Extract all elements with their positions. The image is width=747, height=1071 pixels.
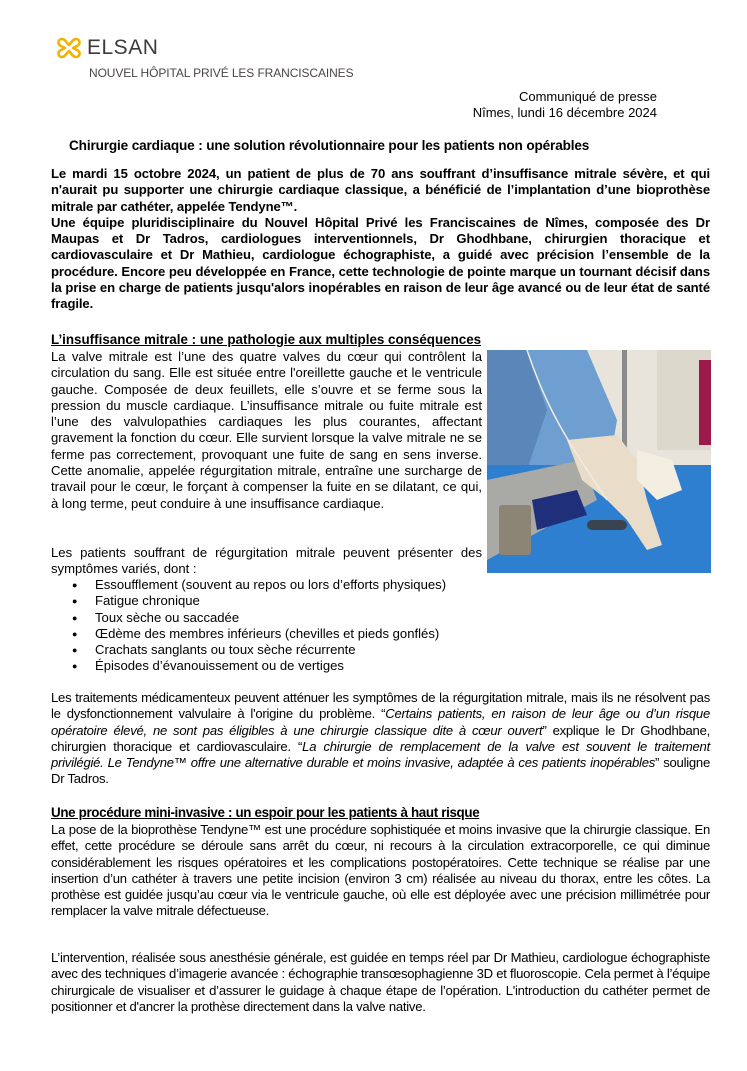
- surgery-photo: [487, 350, 711, 573]
- symptom-item: ● Toux sèche ou saccadée: [51, 610, 446, 626]
- place-date: Nîmes, lundi 16 décembre 2024: [472, 105, 657, 120]
- quote-ghodhbane: Certains patients, en raison de leur âge ou d’un risque opératoire élevé, ne sont pas éligibles à une chirurgie classique dite à cœur ouvert: [51, 706, 710, 738]
- hospital-name: NOUVEL HÔPITAL PRIVÉ LES FRANCISCAINES: [89, 66, 354, 80]
- section-heading-procedure: Une procédure mini-invasive : un espoir pour les patients à haut risque: [51, 805, 480, 820]
- symptom-item: ● Œdème des membres inférieurs (chevilles et pieds gonflés): [51, 626, 446, 642]
- lead-paragraph: [51, 166, 710, 313]
- symptoms-intro: Les patients souffrant de régurgitation mitrale peuvent présenter des symptômes variés, dont :: [51, 545, 482, 577]
- lead-p1: Le mardi 15 octobre 2024, un patient de plus de 70 ans souffrant d’insuffisance mitrale sévère, et qui n'aurait pu supporter une chirurgie cardiaque classique, a bénéficié de l’implantation d’une bioprothèse mitrale par cathéter, appelée Tendyne™.: [51, 166, 710, 214]
- symptom-item: ● Essoufflement (souvent au repos ou lors d’efforts physiques): [51, 577, 446, 593]
- press-label: Communiqué de presse: [518, 89, 657, 104]
- treatment-text-2: ” explique le Dr Ghodhbane, chirurgien thoracique et cardiovasculaire. “: [51, 722, 710, 754]
- section-heading-insuffisance: L’insuffisance mitrale : une pathologie aux multiples conséquences: [51, 332, 482, 347]
- treatment-paragraph: [51, 690, 710, 788]
- section-body-insuffisance: La valve mitrale est l’une des quatre valves du cœur qui contrôlent la circulation du sang. Elle est située entre l'oreillette gauche et le ventricule gauche. Composée de deux feuillets, elle s’ouvre et se ferme sous la pression du muscle cardiaque. L’insuffisance mitrale ou fuite mitrale est l’une des valvulopathies cardiaques les plus courantes, affectant gravement la fonction du cœur. Elle survient lorsque la valve mitrale ne se ferme pas correctement, provoquant une fuite de sang en sens inverse. Cette anomalie, appelée régurgitation mitrale, entraîne une surcharge de travail pour le cœur, le forçant à compenser la fuite en se dilatant, ce qui, à long terme, peut conduire à une insuffisance cardiaque.: [51, 349, 482, 511]
- symptom-item: ● Fatigue chronique: [51, 593, 446, 609]
- photo-illustration: [487, 350, 711, 573]
- symptoms-list: [51, 577, 446, 675]
- lead-p2: Une équipe pluridisciplinaire du Nouvel Hôpital Privé les Franciscaines de Nîmes, composée des Dr Maupas et Dr Tadros, cardiologues interventionnels, Dr Ghodhbane, chirurgien thoracique et cardiovasculaire et Dr Mathieu, cardiologue échographiste, a guidé avec précision l’ensemble de la procédure. Encore peu développée en France, cette technologie de pointe marque un tournant décisif dans la prise en charge de patients jusqu'alors inopérables en raison de leur âge avancé ou de leur état de santé fragile.: [51, 214, 710, 312]
- page-title: Chirurgie cardiaque : une solution révolutionnaire pour les patients non opérables: [69, 138, 590, 153]
- symptom-item: ● Crachats sanglants ou toux sèche récurrente: [51, 642, 446, 658]
- treatment-text-3: ” souligne Dr Tadros.: [51, 755, 710, 787]
- symptom-item: ● Épisodes d’évanouissement ou de vertiges: [51, 658, 446, 674]
- quote-tadros: La chirurgie de remplacement de la valve est souvent le traitement privilégié. Le Tendyne™ offre une alternative durable et moins invasive, adaptée à ces patients inopérables: [51, 738, 710, 771]
- section-body-procedure: La pose de la bioprothèse Tendyne™ est une procédure sophistiquée et moins invasive que la chirurgie classique. En effet, cette procédure se déroule sans arrêt du cœur, ni recours à la circulation extracorporelle, ce qui diminue considérablement les risques opératoires et les complications postopératoires. Cette technique se réalise par une insertion d’un cathéter à travers une petite incision (environ 3 cm) réalisée au niveau du thorax, entre les côtes. La prothèse est guidée jusqu’au cœur via le ventricule gauche, où elle est déployée avec une précision millimétrée pour remplacer la valve mitrale défectueuse.: [51, 822, 710, 919]
- intervention-paragraph: L’intervention, réalisée sous anesthésie générale, est guidée en temps réel par Dr Mathieu, cardiologue échographiste avec des techniques d’imagerie avancée : échographie transœsophagienne 3D et fluoroscopie. Cela permet à l’équipe chirurgicale de visualiser et d’assurer le guidage à chaque étape de l’opération. L'introduction du cathéter permet de positionner et d'ancrer la prothèse directement dans la valve native.: [51, 950, 710, 1014]
- elsan-logo: [56, 36, 158, 60]
- treatment-text-1: Les traitements médicamenteux peuvent atténuer les symptômes de la régurgitation mitrale, mais ils ne résolvent pas le dysfonctionnement valvulaire à l'origine du problème. “: [51, 690, 710, 722]
- press-info: [473, 89, 657, 121]
- brand-name: ELSAN: [87, 36, 159, 59]
- elsan-logo-icon: [56, 36, 82, 60]
